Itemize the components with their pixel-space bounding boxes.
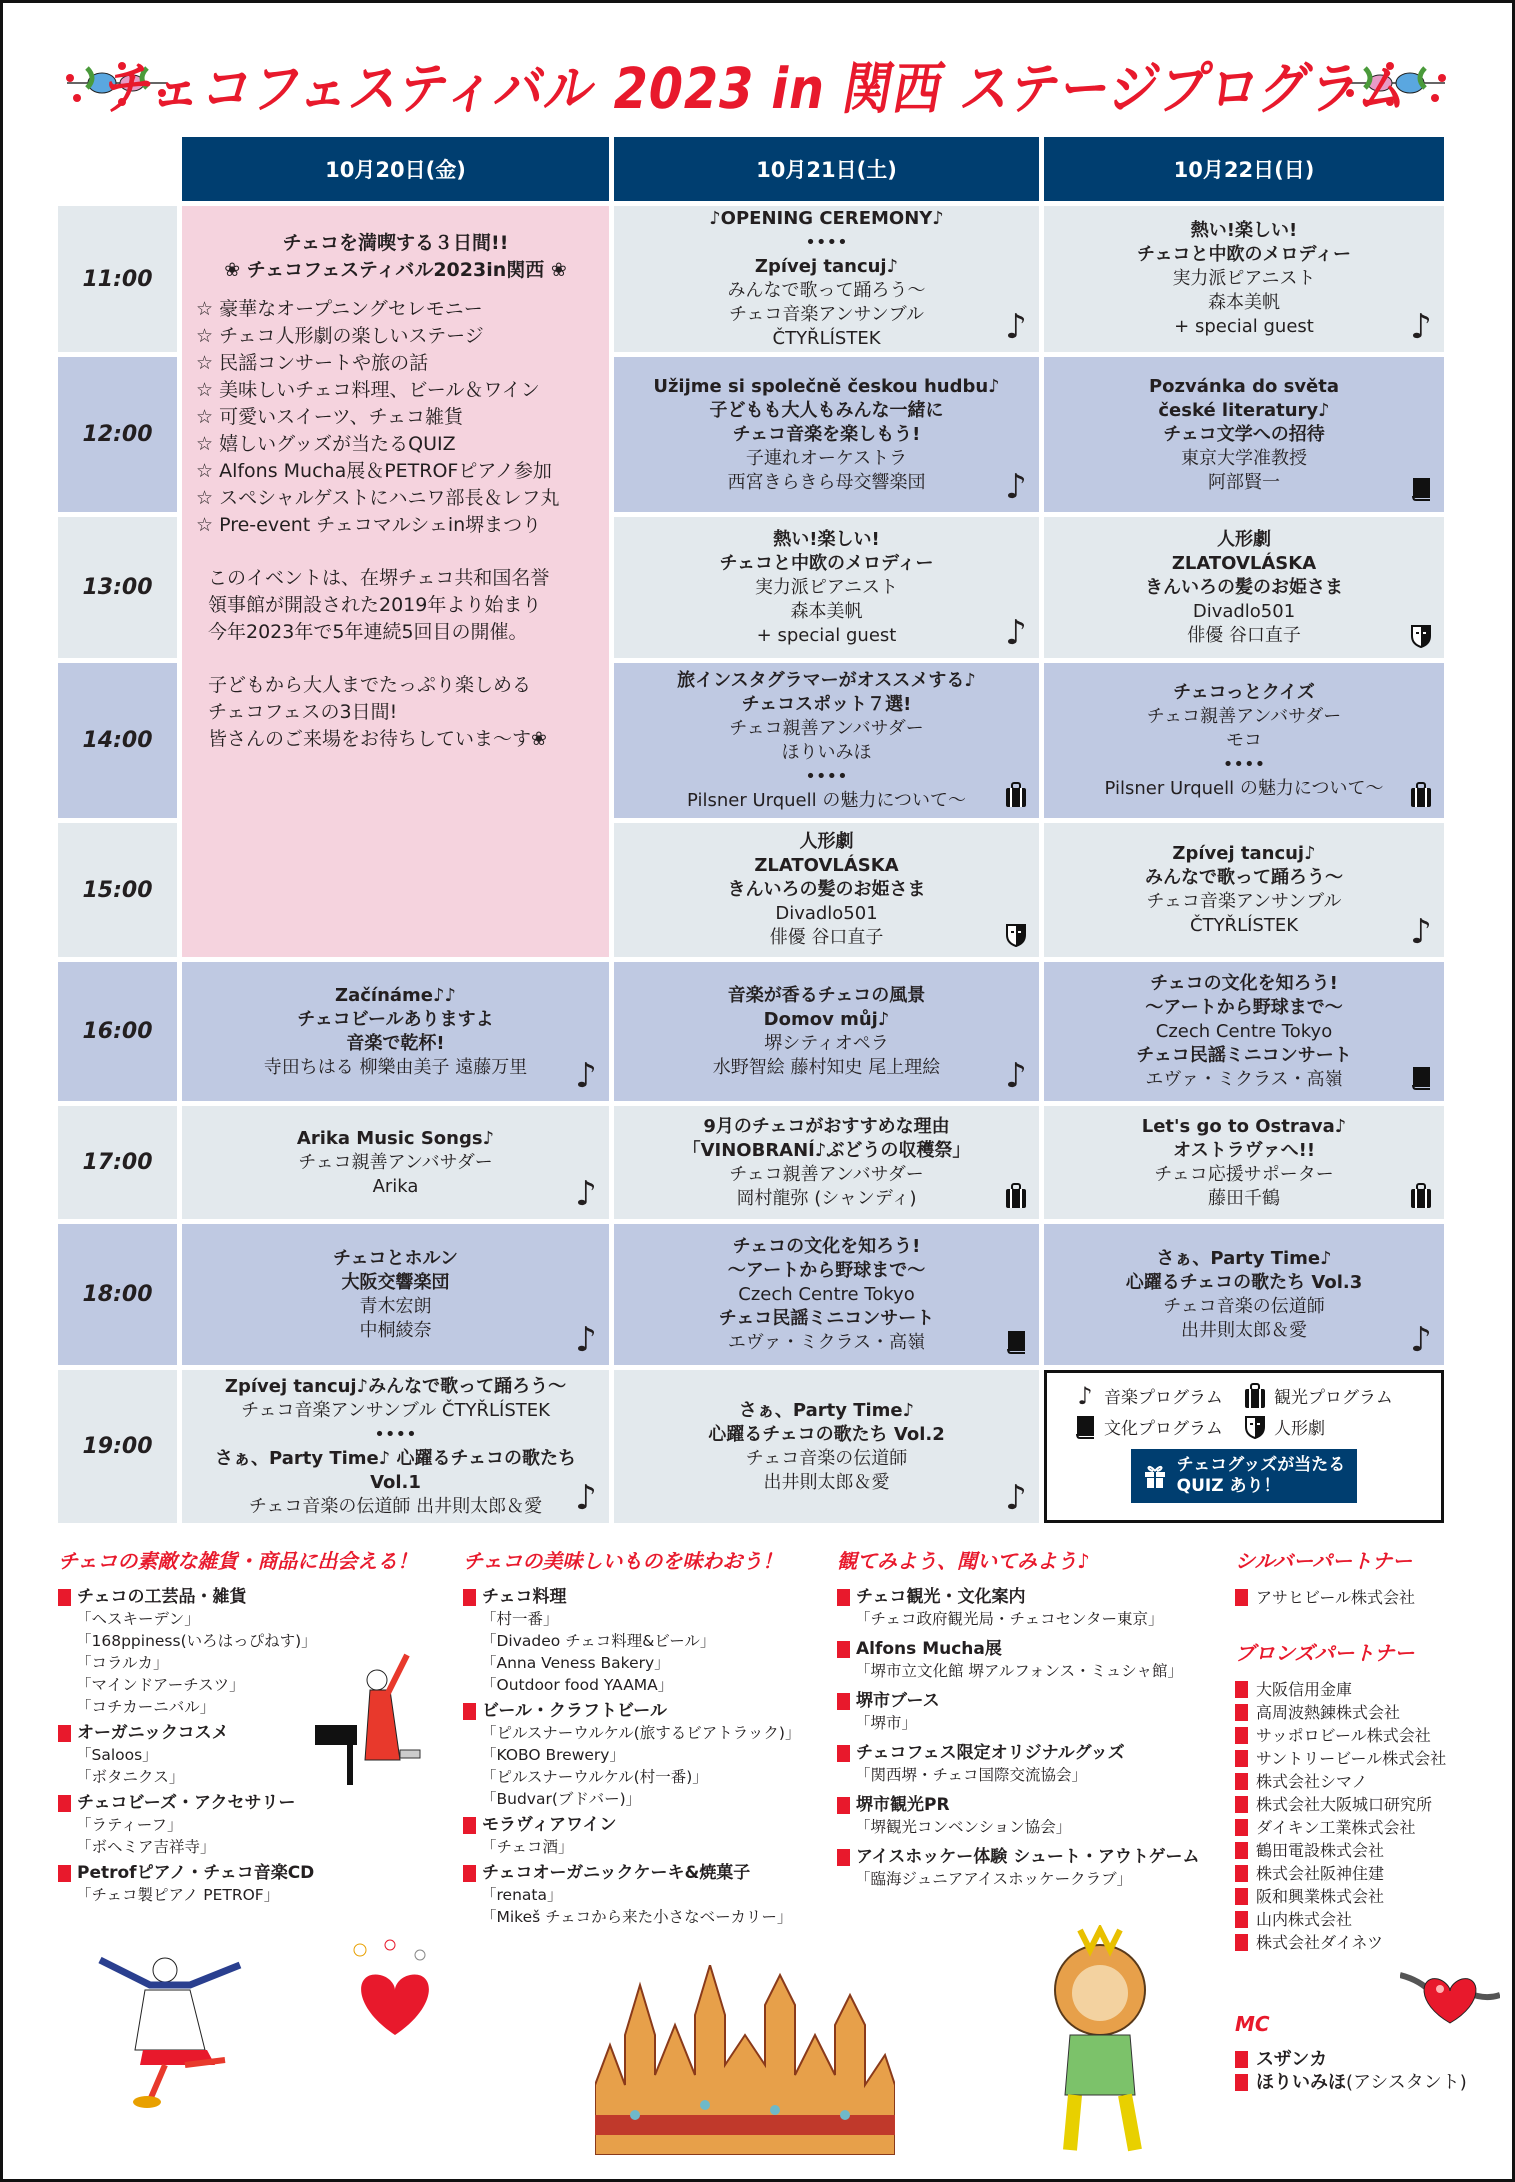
program-detail-line: ČTYŘLÍSTEK — [772, 328, 881, 349]
program-detail-line: チェコ親善アンバサダー — [729, 717, 924, 739]
bullet-square-icon — [463, 1589, 476, 1606]
program-detail-line: •••• — [805, 232, 848, 253]
vendor-item: 「Divadeo チェコ料理&ビール」 — [481, 1632, 716, 1650]
vendor-item: 「ボタニクス」 — [76, 1768, 185, 1786]
program-cell — [614, 962, 1039, 1101]
music-note-icon: ♪ — [575, 1174, 597, 1214]
bullet-square-icon — [837, 1693, 850, 1710]
heart-flowers-illustration — [340, 1935, 450, 2045]
vendor-group-heading: 堺市観光PR — [837, 1794, 1227, 1816]
quiz-banner: チェコグッズが当たる QUIZ あり！ — [1131, 1449, 1358, 1503]
intro-heading: ❀ チェコフェスティバル2023in関西 ❀ — [224, 259, 567, 281]
partner-item: 株式会社ダイネツ — [1235, 1931, 1505, 1954]
program-title-line: 心躍るチェコの歌たち Vol.3 — [1125, 1271, 1363, 1293]
program-title-line: 「VINOBRANÍ♪ぶどうの収穫祭」 — [682, 1139, 971, 1161]
program-detail-line: チェコ音楽の伝道師 — [745, 1447, 908, 1469]
program-detail-line: 東京大学准教授 — [1181, 447, 1307, 469]
time-slot-label: 15:00 — [58, 823, 177, 957]
vendor-group-heading: Alfons Mucha展 — [837, 1638, 1227, 1660]
program-detail-line: 藤田千鶴 — [1208, 1187, 1280, 1209]
program-title-line: 旅インスタグラマーがオススメする♪ — [677, 669, 976, 691]
bullet-square-icon — [837, 1797, 850, 1814]
program-title-line: Arika Music Songs♪ — [296, 1127, 495, 1149]
program-detail-line: •••• — [1222, 753, 1266, 775]
program-title-line: きんいろの髪のお姫さま — [727, 879, 926, 900]
prague-skyline-illustration — [595, 1965, 895, 2155]
program-title-line: 熱い!楽しい! — [773, 528, 880, 550]
legend-item-music: ♪ 音楽プログラム — [1074, 1383, 1244, 1408]
page-title: チェコフェスティバル 2023 in 関西 ステージプログラム — [98, 56, 1416, 122]
program-cell — [182, 1370, 609, 1523]
program-cell — [1044, 663, 1444, 818]
time-slot-label: 14:00 — [58, 663, 177, 818]
program-title-line: チェコと中欧のメロディー — [1136, 244, 1352, 265]
vendor-group — [837, 1742, 1227, 1786]
lion-mascot-illustration — [1025, 1925, 1175, 2155]
vendor-group-heading: オーガニックコスメ — [58, 1722, 458, 1744]
vendor-item: 「Budvar(ブドバー)」 — [481, 1790, 642, 1808]
intro-line: このイベントは、在堺チェコ共和国名誉 — [208, 567, 550, 589]
program-title-line: チェコの文化を知ろう! — [1150, 972, 1338, 994]
bullet-square-icon — [1235, 1934, 1248, 1951]
program-title-line: さぁ、Party Time♪ 心躍るチェコの歌たち Vol.1 — [215, 1447, 576, 1493]
program-detail-line: 阿部賢一 — [1208, 471, 1280, 493]
vendor-group — [463, 1862, 843, 1928]
festival-intro — [182, 206, 609, 957]
book-icon — [1408, 1061, 1434, 1091]
program-cell — [614, 1106, 1039, 1219]
partner-item: 株式会社大阪城口研究所 — [1235, 1793, 1505, 1816]
program-detail-line: 森本美帆 — [1208, 292, 1280, 313]
music-note-icon: ♪ — [575, 1320, 597, 1360]
vendor-item: 「コチカーニバル」 — [76, 1698, 216, 1716]
intro-line: チェコフェスの3日間! — [208, 701, 398, 723]
program-title-line: オストラヴァへ!! — [1172, 1139, 1316, 1161]
time-slot-label: 18:00 — [58, 1224, 177, 1365]
vendor-group — [837, 1794, 1227, 1838]
bullet-square-icon — [1235, 1727, 1248, 1744]
program-detail-line: 堺シティオペラ — [764, 1032, 889, 1054]
program-title-line: Let's go to Ostrava♪ — [1141, 1115, 1347, 1137]
program-cell — [1044, 823, 1444, 957]
time-slot-label: 19:00 — [58, 1370, 177, 1523]
vendor-group-heading: Petrofピアノ・チェコ音楽CD — [58, 1862, 458, 1884]
program-detail-line: Arika — [372, 1175, 419, 1197]
program-title-line: české literatury♪ — [1158, 399, 1330, 421]
vendor-item: 「マインドアーチスツ」 — [76, 1676, 245, 1694]
legend-item-culture: 文化プログラム — [1074, 1414, 1244, 1439]
program-cell — [1044, 1224, 1444, 1365]
corner-blank — [58, 137, 177, 201]
partner-item: 鶴田電設株式会社 — [1235, 1839, 1505, 1862]
vendor-item: 「堺市」 — [855, 1714, 918, 1732]
vendor-item: 「ピルスナーウルケル(村一番)」 — [481, 1768, 708, 1786]
program-detail-line: 西宮きらきら母交響楽団 — [727, 471, 926, 493]
highlight-item: ☆ チェコ人形劇の楽しいステージ — [196, 325, 484, 347]
program-title-line: チェコ民謡ミニコンサート — [718, 1307, 935, 1329]
program-title-line: 人形劇 — [1217, 528, 1271, 550]
program-title-line: チェコ民謡ミニコンサート — [1136, 1044, 1352, 1066]
vendor-group-heading: ビール・クラフトビール — [463, 1700, 843, 1722]
vendor-item: 「ボヘミア吉祥寺」 — [76, 1838, 216, 1856]
bullet-square-icon — [1235, 1865, 1248, 1882]
vendor-item: 「コラルカ」 — [76, 1654, 169, 1672]
schedule-table — [58, 137, 1444, 1523]
bullet-square-icon — [1235, 1681, 1248, 1698]
program-detail-line: エヴァ・ミクラス・高嶺 — [1145, 1068, 1343, 1090]
program-title-line: きんいろの髪のお姫さま — [1145, 576, 1343, 598]
mc-item: ほりいみほ (アシスタント) — [1235, 2071, 1505, 2094]
bullet-square-icon — [58, 1795, 71, 1812]
vendor-group — [837, 1586, 1227, 1630]
program-title-line: Domov můj♪ — [763, 1008, 890, 1030]
vendor-group-heading: モラヴィアワイン — [463, 1814, 843, 1836]
vendor-item: 「168ppiness(いろはっぴねす)」 — [76, 1632, 317, 1650]
bullet-square-icon — [1235, 1704, 1248, 1721]
program-detail-line: 森本美帆 — [790, 600, 863, 622]
bullet-square-icon — [837, 1589, 850, 1606]
program-detail-line: 岡村龍弥 (シャンディ) — [736, 1187, 917, 1209]
time-slot-label: 12:00 — [58, 357, 177, 512]
bullet-square-icon — [837, 1745, 850, 1762]
bullet-square-icon — [58, 1865, 71, 1882]
music-note-icon: ♪ — [1005, 613, 1027, 653]
music-note-icon: ♪ — [1410, 1320, 1432, 1360]
vendor-item: 「ヘスキーデン」 — [76, 1610, 200, 1628]
program-cell — [182, 1106, 609, 1219]
music-note-icon: ♪ — [575, 1056, 597, 1096]
time-slot-label: 16:00 — [58, 962, 177, 1101]
program-detail-line: 俳優 谷口直子 — [769, 927, 884, 948]
partner-item: 株式会社シマノ — [1235, 1770, 1505, 1793]
music-note-icon: ♪ — [1005, 307, 1027, 347]
partner-item: 大阪信用金庫 — [1235, 1678, 1505, 1701]
program-title-line: みんなで歌って踊ろう～ — [1145, 867, 1343, 888]
vendor-item: 「チェコ酒」 — [481, 1838, 574, 1856]
vendor-item: 「チェコ製ピアノ PETROF」 — [76, 1886, 280, 1904]
program-cell — [1044, 517, 1444, 658]
section-food — [463, 1545, 843, 1932]
program-title-line: Užijme si společně českou hudbu♪ — [653, 375, 1000, 397]
book-icon — [1408, 472, 1434, 502]
program-cell — [614, 1224, 1039, 1365]
vendor-item: 「村一番」 — [481, 1610, 559, 1628]
partner-item: サッポロビール株式会社 — [1235, 1724, 1505, 1747]
program-detail-line: チェコ親善アンバサダー — [298, 1151, 493, 1173]
program-detail-line: 青木宏朗 — [359, 1295, 432, 1317]
bullet-square-icon — [1235, 2051, 1248, 2068]
vendor-item: 「Saloos」 — [76, 1746, 158, 1764]
program-title-line: 子どもも大人もみんな一緒に — [709, 399, 944, 421]
vendor-item: 「関西堺・チェコ国際交流協会」 — [855, 1766, 1088, 1784]
vendor-item: 「Anna Veness Bakery」 — [481, 1654, 670, 1672]
program-detail-line: チェコ音楽アンサンブル ČTYŘLÍSTEK — [241, 1399, 550, 1421]
program-detail-line: エヴァ・ミクラス・高嶺 — [727, 1331, 926, 1353]
program-detail-line: みんなで歌って踊ろう～ — [727, 280, 926, 301]
music-note-icon: ♪ — [575, 1478, 597, 1518]
program-detail-line: 中桐綾奈 — [359, 1319, 432, 1341]
vendor-group-heading: チェコ観光・文化案内 — [837, 1586, 1227, 1608]
program-title-line: 熱い!楽しい! — [1190, 220, 1298, 241]
bullet-square-icon — [1235, 1911, 1248, 1928]
day-header: 10月20日(金) — [182, 137, 609, 201]
section-title: 観てみよう、聞いてみよう♪ — [837, 1549, 1090, 1573]
bullet-square-icon — [1235, 1842, 1248, 1859]
bullet-square-icon — [1235, 2074, 1248, 2091]
program-detail-line: ČTYŘLÍSTEK — [1190, 915, 1298, 936]
program-cell — [182, 1224, 609, 1365]
vendor-group-heading: チェコフェス限定オリジナルグッズ — [837, 1742, 1227, 1764]
mask-icon — [1003, 917, 1029, 947]
program-detail-line: チェコ親善アンバサダー — [1146, 705, 1342, 727]
intro-paragraph — [196, 565, 595, 646]
mask-icon — [1244, 1415, 1266, 1439]
bullet-square-icon — [1235, 1796, 1248, 1813]
program-title-line: ～アートから野球まで～ — [1145, 996, 1343, 1018]
intro-line: 今年2023年で5年連続5回目の開催。 — [208, 621, 528, 643]
vendor-group-heading: チェコビーズ・アクセサリー — [58, 1792, 458, 1814]
program-cell — [614, 517, 1039, 658]
highlight-item: ☆ 嬉しいグッズが当たるQUIZ — [196, 433, 456, 455]
program-title-line: さぁ、Party Time♪ — [1156, 1247, 1332, 1269]
program-detail-line: 出井則太郎＆愛 — [763, 1471, 890, 1493]
vendor-item: 「KOBO Brewery」 — [481, 1746, 625, 1764]
program-title-line: 9月のチェコがおすすめな理由 — [703, 1115, 950, 1137]
legend-item-tourism: 観光プログラム — [1244, 1383, 1414, 1408]
program-title-line: チェコビールありますよ — [297, 1008, 494, 1030]
program-detail-line: + special guest — [1174, 316, 1314, 337]
vendor-item: 「ピルスナーウルケル(旅するビアトラック)」 — [481, 1724, 801, 1742]
vendor-group-heading: 堺市ブース — [837, 1690, 1227, 1712]
intro-line: 子どもから大人までたっぷり楽しめる — [208, 674, 532, 696]
book-icon — [1003, 1325, 1029, 1355]
bullet-square-icon — [1235, 1888, 1248, 1905]
music-note-icon: ♪ — [1005, 467, 1027, 507]
music-note-icon: ♪ — [1005, 1478, 1027, 1518]
program-title-line: Zpívej tancuj♪みんなで歌って踊ろう～ — [224, 1375, 567, 1397]
program-detail-line: チェコ音楽の伝道師 出井則太郎＆愛 — [248, 1495, 543, 1517]
vendor-group-heading: アイスホッケー体験 シュート・アウトゲーム — [837, 1846, 1227, 1868]
program-title-line: 心躍るチェコの歌たち Vol.2 — [708, 1423, 945, 1445]
program-detail-line: Pilsner Urquell の魅力について～ — [1104, 777, 1384, 799]
program-title-line: 音楽で乾杯! — [346, 1032, 445, 1054]
mc-item: スザンカ — [1235, 2048, 1505, 2071]
program-detail-line: 水野智絵 藤村知史 尾上理絵 — [712, 1056, 941, 1078]
section-culture — [837, 1545, 1227, 1894]
bullet-square-icon — [58, 1589, 71, 1606]
program-title-line: ♪OPENING CEREMONY♪ — [709, 208, 944, 229]
bullet-square-icon — [837, 1641, 850, 1658]
vendor-group — [463, 1700, 843, 1810]
time-slot-label: 11:00 — [58, 206, 177, 352]
program-title-line: Zpívej tancuj♪ — [1172, 843, 1316, 864]
vendor-group-heading: チェコオーガニックケーキ&焼菓子 — [463, 1862, 843, 1884]
program-title-line: Začínáme♪♪ — [335, 984, 456, 1006]
partner-item: 阪和興業株式会社 — [1235, 1885, 1505, 1908]
program-detail-line: Czech Centre Tokyo — [738, 1283, 915, 1305]
bullet-square-icon — [58, 1725, 71, 1742]
program-detail-line: Pilsner Urquell の魅力について～ — [687, 789, 966, 811]
program-detail-line: モコ — [1226, 729, 1262, 751]
program-detail-line: •••• — [374, 1423, 417, 1445]
bullet-square-icon — [837, 1849, 850, 1866]
vendor-group — [463, 1814, 843, 1858]
suitcase-icon — [1003, 1179, 1029, 1209]
partner-item: ダイキン工業株式会社 — [1235, 1816, 1505, 1839]
program-title-line: 大阪交響楽団 — [341, 1271, 450, 1293]
program-title-line: チェコ文学への招待 — [1163, 423, 1325, 445]
time-slot-label: 13:00 — [58, 517, 177, 658]
section-title: チェコの美味しいものを味わおう！ — [463, 1549, 783, 1573]
book-icon — [1074, 1415, 1096, 1439]
program-detail-line: チェコ応援サポーター — [1154, 1163, 1334, 1185]
partner-item: 高周波熱錬株式会社 — [1235, 1701, 1505, 1724]
vendor-group — [58, 1862, 458, 1906]
program-detail-line: Divadlo501 — [775, 903, 878, 924]
suitcase-icon — [1003, 778, 1029, 808]
vendor-item: 「堺市立文化館 堺アルフォンス・ミュシャ館」 — [855, 1662, 1183, 1680]
music-note-icon: ♪ — [1410, 307, 1432, 347]
program-cell — [182, 962, 609, 1101]
winged-heart-illustration — [1400, 1965, 1500, 2025]
program-cell — [614, 823, 1039, 957]
bullet-square-icon — [1235, 1750, 1248, 1767]
program-detail-line: + special guest — [756, 624, 897, 646]
bullet-square-icon — [1235, 1773, 1248, 1790]
partner-item: 株式会社阪神住建 — [1235, 1862, 1505, 1885]
program-title-line: Zpívej tancuj♪ — [754, 256, 899, 277]
program-title-line: さぁ、Party Time♪ — [738, 1399, 915, 1421]
vendor-item: 「臨海ジュニアアイスホッケークラブ」 — [855, 1870, 1133, 1888]
intro-paragraph — [196, 672, 595, 753]
vendor-group — [837, 1690, 1227, 1734]
gift-icon — [1143, 1463, 1167, 1489]
intro-highlights — [196, 296, 595, 539]
program-cell — [614, 206, 1039, 352]
vendor-item: 「renata」 — [481, 1886, 563, 1904]
highlight-item: ☆ 豪華なオープニングセレモニー — [196, 298, 483, 320]
partner-item: アサヒビール株式会社 — [1235, 1586, 1505, 1609]
vendor-group-heading: チェコの工芸品・雑貨 — [58, 1586, 458, 1608]
suitcase-icon — [1408, 778, 1434, 808]
program-detail-line: ほりいみほ — [781, 741, 872, 763]
section-partners: シルバーパートナー アサヒビール株式会社 ブロンズパートナー 大阪信用金庫 高周波熱錬株式会社 サッポロビール株式会社 サントリービール株式会社 株式会社シマノ 株式会社大阪城口研究所 ダイキン工業株式会社 鶴田電設株式会社 株式会社阪神住建 阪和興業株式会社 山内株式会社 株式会社ダイネツ MC スザンカ ほりいみほ (アシスタント) — [1235, 1545, 1505, 2094]
time-slot-label: 17:00 — [58, 1106, 177, 1219]
program-detail-line: チェコ親善アンバサダー — [729, 1163, 924, 1185]
vendor-group — [463, 1586, 843, 1696]
suitcase-icon — [1244, 1384, 1266, 1408]
program-title-line: チェコっとクイズ — [1173, 681, 1315, 703]
program-detail-line: 寺田ちはる 柳樂由美子 遠藤万里 — [263, 1056, 528, 1078]
vendor-group-heading: チェコ料理 — [463, 1586, 843, 1608]
highlight-item: ☆ 民謡コンサートや旅の話 — [196, 352, 429, 374]
highlight-item: ☆ Alfons Mucha展＆PETROFピアノ参加 — [196, 460, 552, 482]
program-title-line: チェコスポット７選! — [741, 693, 912, 715]
program-detail-line: チェコ音楽の伝道師 — [1163, 1295, 1325, 1317]
day-header: 10月21日(土) — [614, 137, 1039, 201]
music-note-icon: ♪ — [1077, 1381, 1093, 1410]
vendor-item: 「堺観光コンベンション協会」 — [855, 1818, 1072, 1836]
mask-icon — [1408, 618, 1434, 648]
vendor-item: 「Outdoor food YAAMA」 — [481, 1676, 674, 1694]
program-title-line: 人形劇 — [799, 831, 854, 852]
legend-item-puppet: 人形劇 — [1244, 1414, 1414, 1439]
program-detail-line: 実力派ピアニスト — [754, 576, 899, 598]
vendor-item: 「チェコ政府観光局・チェコセンター東京」 — [855, 1610, 1164, 1628]
program-cell — [1044, 357, 1444, 512]
legend-box — [1044, 1370, 1444, 1523]
program-cell — [614, 357, 1039, 512]
program-title-line: チェコと中欧のメロディー — [719, 552, 934, 574]
program-detail-line: チェコ音楽アンサンブル — [1146, 891, 1342, 912]
section-title: チェコの素敵な雑貨・商品に出会える！ — [58, 1549, 418, 1573]
highlight-item: ☆ 可愛いスイーツ、チェコ雑貨 — [196, 406, 464, 428]
music-note-icon: ♪ — [1410, 912, 1432, 952]
suitcase-icon — [1408, 1179, 1434, 1209]
bullet-square-icon — [463, 1703, 476, 1720]
program-title-line: Pozvánka do světa — [1148, 375, 1340, 397]
program-title-line: ～アートから野球まで～ — [727, 1259, 926, 1281]
highlight-item: ☆ スペシャルゲストにハニワ部長＆レフ丸 — [196, 487, 560, 509]
partner-item: 山内株式会社 — [1235, 1908, 1505, 1931]
intro-heading: チェコを満喫する３日間!! — [282, 232, 509, 254]
program-title-line: 音楽が香るチェコの風景 — [727, 984, 926, 1006]
program-cell — [1044, 1106, 1444, 1219]
program-cell — [1044, 206, 1444, 352]
vendor-group — [58, 1792, 458, 1858]
bullet-square-icon — [1235, 1589, 1248, 1606]
partner-item: サントリービール株式会社 — [1235, 1747, 1505, 1770]
program-detail-line: Divadlo501 — [1192, 600, 1296, 622]
program-cell — [1044, 962, 1444, 1101]
program-detail-line: •••• — [805, 765, 848, 787]
bullet-square-icon — [463, 1865, 476, 1882]
program-detail-line: Czech Centre Tokyo — [1155, 1020, 1333, 1042]
music-note-icon: ♪ — [1005, 1056, 1027, 1096]
intro-line: 領事館が開設された2019年より始まり — [208, 594, 542, 616]
vendor-item: 「ラティーフ」 — [76, 1816, 183, 1834]
program-cell — [614, 663, 1039, 818]
dancer-illustration — [95, 1940, 245, 2110]
program-title-line: チェコの文化を知ろう! — [732, 1235, 921, 1257]
program-title-line: チェコ音楽を楽しもう! — [732, 423, 921, 445]
program-detail-line: 俳優 谷口直子 — [1187, 624, 1301, 646]
program-cell — [614, 1370, 1039, 1523]
highlight-item: ☆ 美味しいチェコ料理、ビール＆ワイン — [196, 379, 540, 401]
program-title-line: ZLATOVLÁSKA — [754, 855, 899, 876]
program-title-line: ZLATOVLÁSKA — [1171, 552, 1317, 574]
vendor-group — [837, 1846, 1227, 1890]
highlight-item: ☆ Pre-event チェコマルシェin堺まつり — [196, 514, 542, 536]
bullet-square-icon — [463, 1817, 476, 1834]
pianist-illustration — [315, 1650, 435, 1790]
vendor-group — [837, 1638, 1227, 1682]
program-detail-line: チェコ音楽アンサンブル — [728, 304, 925, 325]
program-detail-line: 出井則太郎＆愛 — [1181, 1319, 1307, 1341]
vendor-item: 「Mikeš チェコから来た小さなベーカリー」 — [481, 1908, 793, 1926]
day-header: 10月22日(日) — [1044, 137, 1444, 201]
bullet-square-icon — [1235, 1819, 1248, 1836]
program-detail-line: 実力派ピアニスト — [1172, 268, 1316, 289]
intro-line: 皆さんのご来場をお待ちしていま～す❀ — [208, 728, 547, 750]
program-detail-line: 子連れオーケストラ — [745, 447, 908, 469]
program-title-line: チェコとホルン — [332, 1247, 458, 1269]
